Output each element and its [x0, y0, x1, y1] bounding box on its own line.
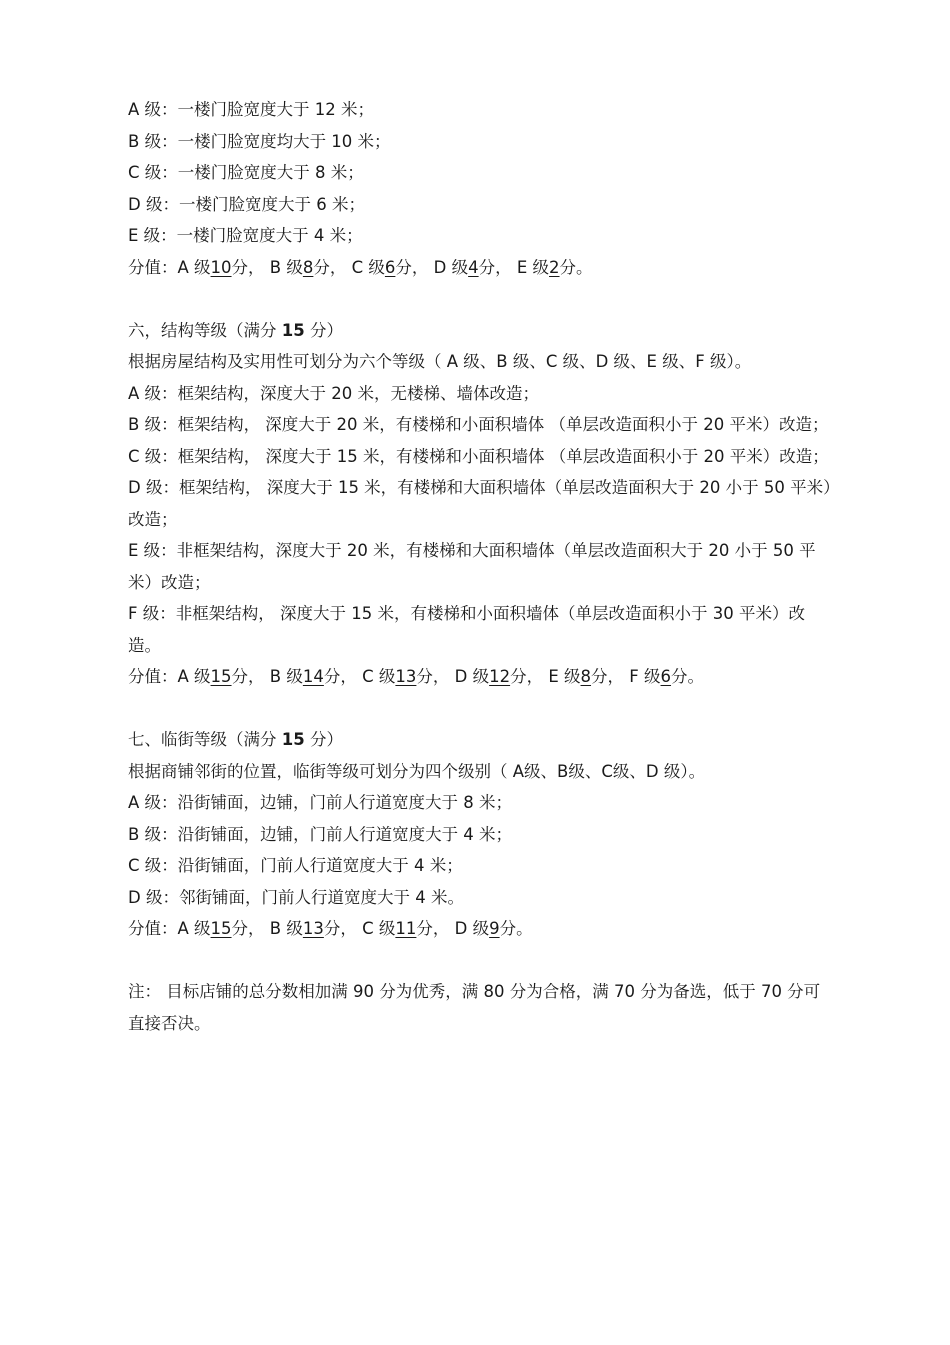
score-value: 8 — [302, 257, 314, 277]
score-grade: C 级 — [351, 257, 385, 277]
section7-criteria — [128, 787, 833, 913]
score-value: 9 — [489, 919, 500, 938]
score-value: 15 — [210, 667, 232, 686]
criterion-line: B 级：沿街铺面，边铺，门前人行道宽度大于 4 米； — [128, 824, 513, 844]
criterion-line: A 级：沿街铺面，边铺，门前人行道宽度大于 8 米； — [128, 793, 513, 812]
section-title-points: 15 — [281, 730, 305, 749]
criterion-line: D 级：邻街铺面，门前人行道宽度大于 4 米。 — [128, 887, 464, 907]
section7-scores: 分值：A 级15分， B 级13分， C 级11分， D 级9分。 — [128, 919, 533, 938]
document-page — [128, 94, 833, 1039]
score-grade: D 级 — [454, 667, 490, 686]
score-value: 13 — [395, 667, 417, 686]
score-grade: A 级 — [177, 257, 211, 277]
score-grade: C 级 — [362, 667, 396, 686]
section-title-text: 六，结构等级（满分 — [128, 320, 277, 340]
score-value: 12 — [489, 667, 511, 686]
score-value: 4 — [468, 257, 479, 277]
score-grade: E 级 — [516, 257, 550, 277]
criterion-line: B 级：框架结构， 深度大于 20 米，有楼梯和小面积墙体 （单层改造面积小于 20 平米）改造； — [128, 415, 829, 434]
section7-title — [128, 724, 833, 756]
criterion-line: A 级：框架结构，深度大于 20 米，无楼梯、墙体改造； — [128, 383, 540, 403]
score-grade: E 级 — [548, 667, 581, 686]
criterion-line: C 级：一楼门脸宽度大于 8 米； — [128, 163, 364, 182]
section6-intro: 根据房屋结构及实用性可划分为六个等级（ A 级、B 级、C 级、D 级、E 级、F 级）。 — [128, 352, 752, 371]
score-value: 13 — [302, 919, 324, 938]
score-grade: A 级 — [177, 919, 211, 938]
score-value: 10 — [210, 257, 232, 277]
criterion-line: F 级：非框架结构， 深度大于 15 米，有楼梯和小面积墙体（单层改造面积小于 30 平米）改造。 — [128, 604, 805, 655]
score-value: 15 — [210, 919, 232, 938]
score-value: 6 — [660, 667, 672, 686]
spacer — [128, 945, 833, 977]
score-grade: F 级 — [629, 667, 661, 686]
section-title-text: 分） — [309, 730, 343, 749]
score-grade: C 级 — [362, 919, 396, 938]
criterion-line: A 级：一楼门脸宽度大于 12 米； — [128, 100, 375, 119]
criterion-line: D 级：框架结构， 深度大于 15 米，有楼梯和大面积墙体（单层改造面积大于 20 小于 50 平米）改造； — [128, 478, 832, 529]
section6-scores: 分值：A 级15分， B 级14分， C 级13分， D 级12分， E 级8分， F 级6分。 — [128, 667, 705, 686]
score-label: 分值： — [128, 667, 178, 686]
section5-scores: 分值：A 级10分， B 级8分， C 级6分， D 级4分， E 级2分。 — [128, 257, 593, 277]
criterion-line: E 级：一楼门脸宽度大于 4 米； — [128, 226, 363, 245]
score-label: 分值： — [128, 257, 178, 277]
section5-criteria — [128, 94, 833, 252]
score-grade: D 级 — [433, 257, 469, 277]
score-grade: D 级 — [454, 919, 490, 938]
note-paragraph: 注： 目标店铺的总分数相加满 90 分为优秀，满 80 分为合格，满 70 分为备选，低于 70 分可直接否决。 — [128, 982, 821, 1033]
spacer — [128, 693, 833, 725]
score-value: 8 — [580, 667, 592, 686]
section7-intro: 根据商铺邻街的位置，临街等级可划分为四个级别（ A级、B级、C级、D 级）。 — [128, 761, 706, 781]
criterion-line: C 级：沿街铺面，门前人行道宽度大于 4 米； — [128, 856, 463, 875]
score-value: 6 — [384, 257, 396, 277]
score-value: 2 — [549, 257, 560, 277]
score-value: 11 — [395, 919, 417, 938]
score-grade: A 级 — [177, 667, 211, 686]
criterion-line: B 级：一楼门脸宽度均大于 10 米； — [128, 131, 391, 151]
score-label: 分值： — [128, 919, 178, 938]
score-grade: B 级 — [269, 919, 303, 938]
section-title-text: 七、临街等级（满分 — [128, 730, 277, 749]
score-grade: B 级 — [269, 667, 303, 686]
section6-criteria — [128, 378, 833, 662]
criterion-line: C 级：框架结构， 深度大于 15 米，有楼梯和小面积墙体 （单层改造面积小于 20 平米）改造； — [128, 446, 829, 466]
score-value: 14 — [302, 667, 324, 686]
criterion-line: D 级：一楼门脸宽度大于 6 米； — [128, 194, 365, 214]
score-grade: B 级 — [269, 257, 303, 277]
spacer — [128, 283, 833, 315]
section-title-points: 15 — [281, 320, 305, 340]
criterion-line: E 级：非框架结构，深度大于 20 米，有楼梯和大面积墙体（单层改造面积大于 20 小于 50 平米）改造； — [128, 541, 816, 592]
section6-title — [128, 315, 833, 347]
section-title-text: 分） — [309, 320, 343, 340]
